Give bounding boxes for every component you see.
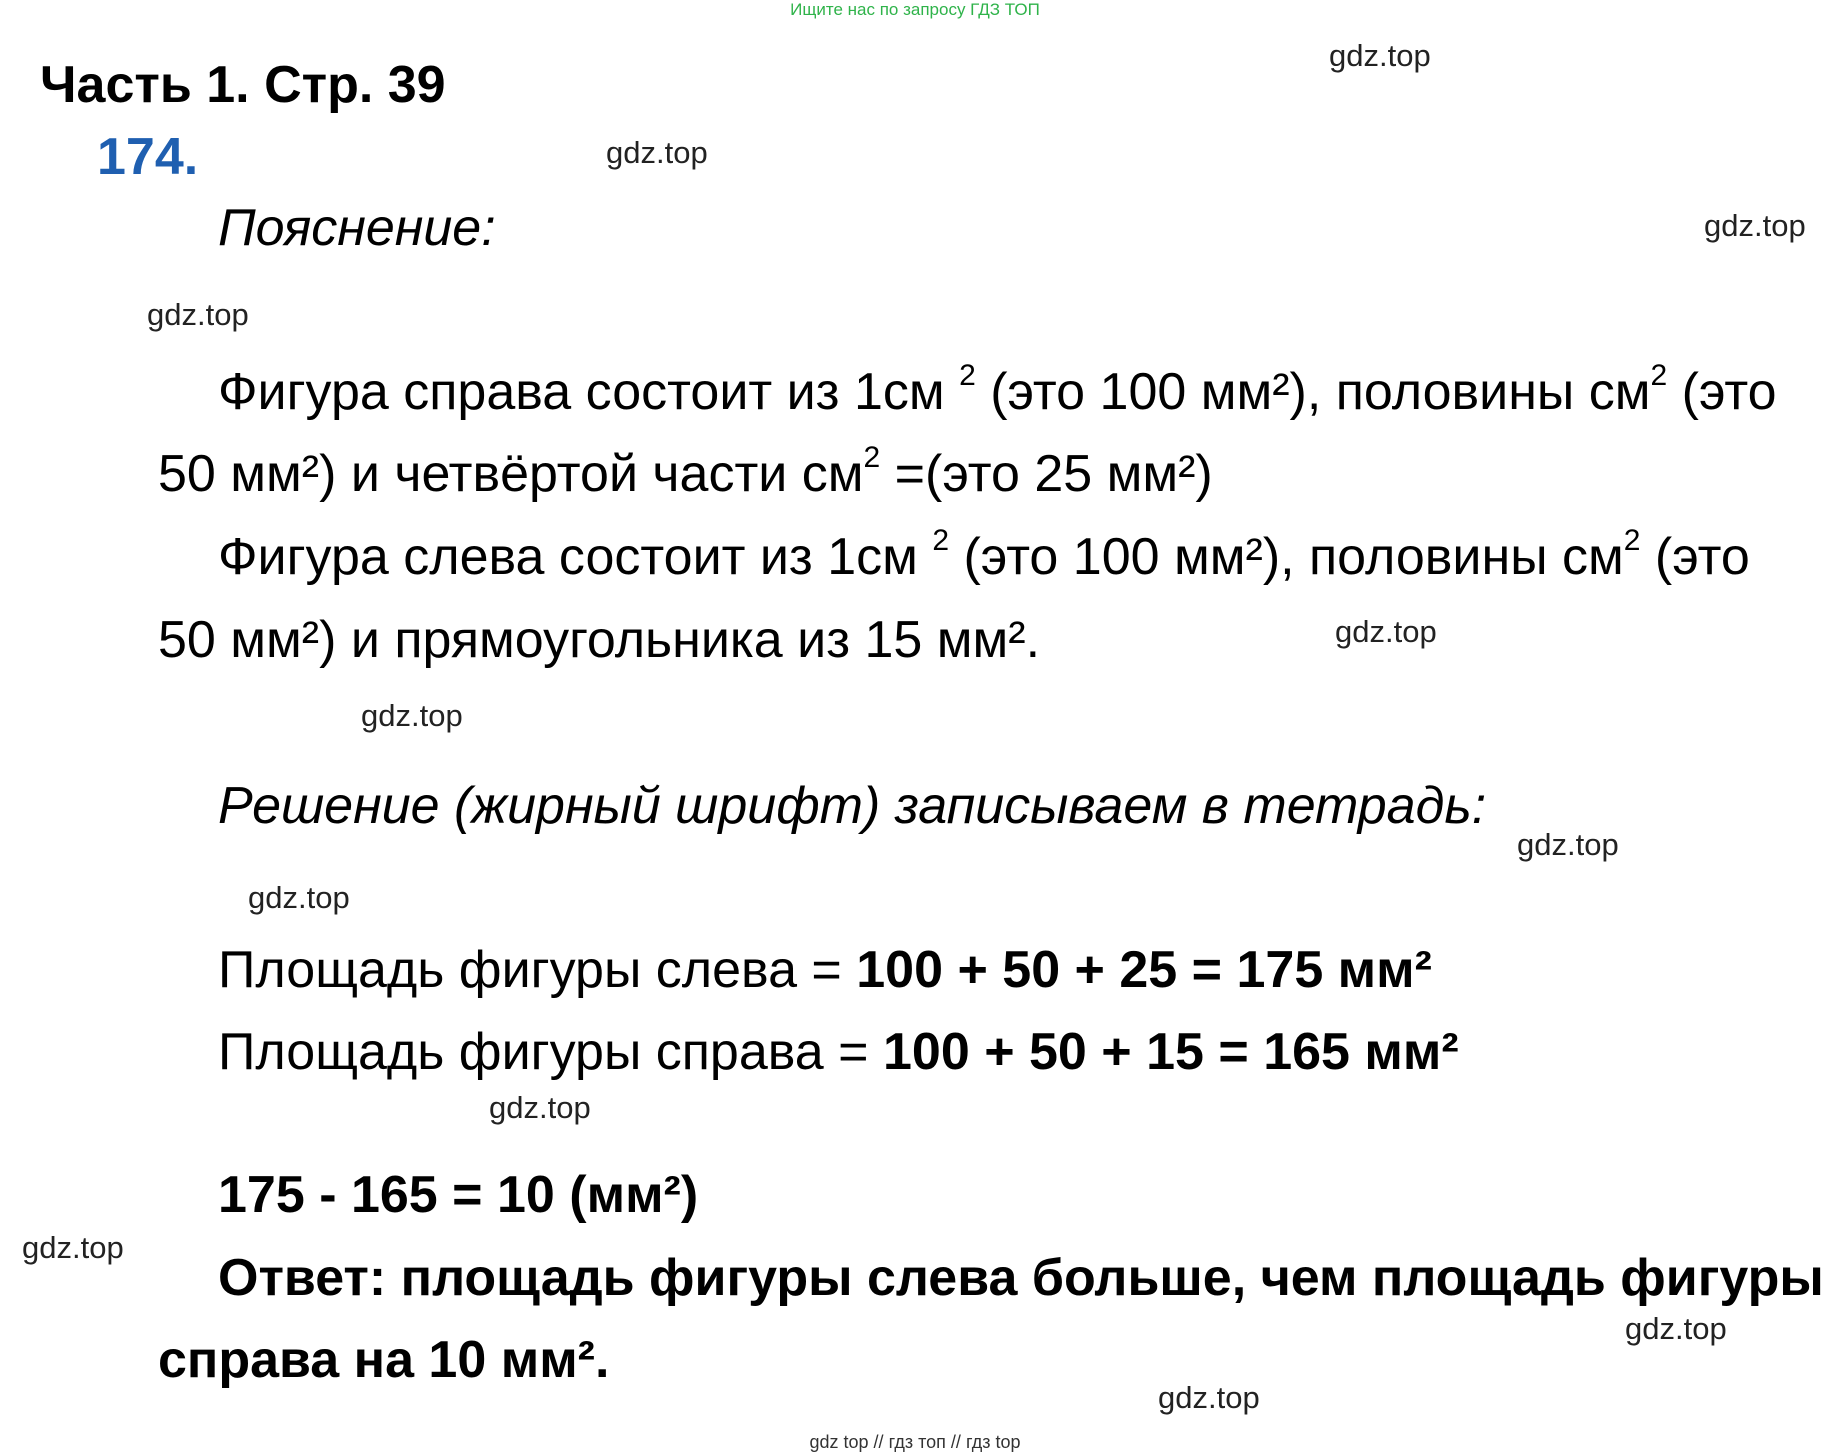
watermark: gdz.top [1517, 827, 1619, 862]
watermark: gdz.top [1158, 1380, 1260, 1415]
answer-line2: справа на 10 мм². [158, 1331, 610, 1389]
page-title: Часть 1. Стр. 39 [40, 56, 446, 114]
explanation-label: Пояснение: [218, 199, 496, 257]
watermark: gdz.top [22, 1230, 124, 1265]
difference-line: 175 - 165 = 10 (мм²) [218, 1166, 699, 1224]
footer-links [0, 1432, 1830, 1453]
footer-link[interactable]: гдз топ [888, 1432, 946, 1452]
watermark: gdz.top [1704, 208, 1806, 243]
footer-link[interactable]: гдз top [965, 1432, 1021, 1452]
watermark: gdz.top [248, 880, 350, 915]
watermark: gdz.top [606, 135, 708, 170]
paragraph1-line1: Фигура справа состоит из 1см $^2$ (это 100 мм²), половины $см^2$ (это [218, 359, 1777, 421]
search-banner: Ищите нас по запросу ГДЗ ТОП [790, 0, 1040, 19]
watermark: gdz.top [1625, 1311, 1727, 1346]
paragraph2-line1: Фигура слева состоит из 1см $^2$ (это 100 мм²), половины $см^2$ (это [218, 524, 1750, 586]
paragraph1-line2: 50 мм²) и четвёртой части $см^2 =(это$ 25 мм²) [158, 441, 1213, 503]
watermark: gdz.top [1335, 614, 1437, 649]
answer-line1: Ответ: площадь фигуры слева больше, чем площадь фигуры [218, 1249, 1824, 1307]
footer-separator: // [950, 1432, 961, 1452]
footer-separator: // [873, 1432, 884, 1452]
watermark: gdz.top [361, 698, 463, 733]
solution-label: Решение (жирный шрифт) записываем в тетрадь: [218, 777, 1487, 835]
watermark: gdz.top [1329, 38, 1431, 73]
paragraph2-line2: 50 мм²) и прямоугольника из 15 мм². [158, 611, 1041, 669]
area-right-line: Площадь фигуры справа = 100 + 50 + 15 = 165 мм² [218, 1023, 1459, 1081]
problem-number: 174. [97, 128, 199, 186]
watermark: gdz.top [147, 297, 249, 332]
footer-link[interactable]: gdz top [809, 1432, 869, 1452]
watermark: gdz.top [489, 1090, 591, 1125]
area-left-line: Площадь фигуры слева = 100 + 50 + 25 = 175 мм² [218, 941, 1432, 999]
